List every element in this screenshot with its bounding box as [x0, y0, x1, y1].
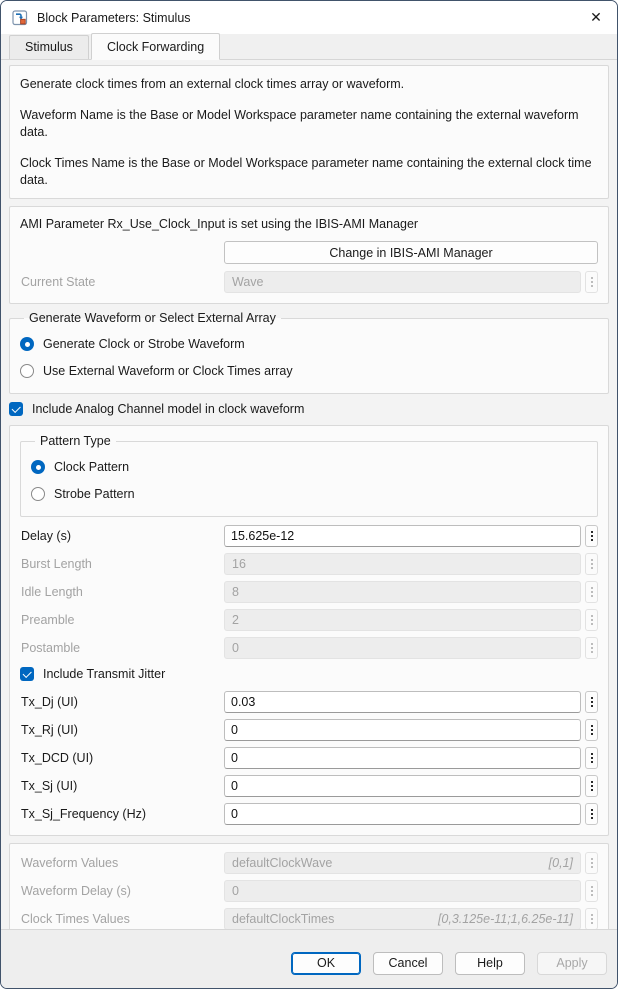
tx-sj-input[interactable] — [224, 775, 581, 797]
kebab-menu-icon — [585, 880, 598, 902]
change-in-ibis-ami-manager-button[interactable]: Change in IBIS-AMI Manager — [224, 241, 598, 264]
radio-selected-icon — [20, 337, 34, 351]
kebab-menu-icon — [585, 908, 598, 929]
tab-stimulus[interactable]: Stimulus — [9, 35, 89, 59]
dialog-button-bar — [1, 929, 617, 988]
tx-dj-label: Tx_Dj (UI) — [21, 695, 78, 710]
generate-waveform-legend: Generate Waveform or Select External Array — [29, 311, 276, 326]
waveform-values-row — [20, 852, 598, 874]
tx-rj-label: Tx_Rj (UI) — [21, 723, 78, 738]
close-icon[interactable]: ✕ — [590, 9, 602, 25]
tx-dj-row — [20, 691, 598, 713]
tx-rj-input[interactable] — [224, 719, 581, 741]
kebab-menu-icon[interactable] — [585, 691, 598, 713]
ok-button[interactable]: OK — [291, 952, 361, 975]
pattern-type-legend: Pattern Type — [40, 434, 111, 449]
waveform-values-label: Waveform Values — [21, 856, 119, 871]
kebab-menu-icon[interactable] — [585, 747, 598, 769]
checkbox-checked-icon — [20, 667, 34, 681]
radio-selected-icon — [31, 460, 45, 474]
description-panel — [9, 65, 609, 199]
help-button[interactable]: Help — [455, 952, 525, 975]
waveform-values-annotation: [0,1] — [548, 856, 573, 871]
checkbox-label: Include Analog Channel model in clock waveform — [32, 402, 305, 417]
spacer — [20, 241, 224, 264]
apply-button: Apply — [537, 952, 607, 975]
kebab-menu-icon — [585, 609, 598, 631]
ami-parameter-note: AMI Parameter Rx_Use_Clock_Input is set using the IBIS-AMI Manager — [20, 217, 419, 232]
tx-sj-frequency-input[interactable] — [224, 803, 581, 825]
kebab-menu-icon[interactable] — [585, 525, 598, 547]
tx-sj-frequency-row — [20, 803, 598, 825]
tab-content — [1, 60, 617, 929]
radio-label: Use External Waveform or Clock Times array — [43, 364, 293, 379]
tx-dcd-label: Tx_DCD (UI) — [21, 751, 94, 766]
tx-sj-label: Tx_Sj (UI) — [21, 779, 78, 794]
postamble-row — [20, 637, 598, 659]
waveform-values-field — [224, 852, 581, 874]
waveform-delay-value: 0 — [232, 884, 239, 899]
tx-dj-input[interactable] — [224, 691, 581, 713]
include-analog-channel-checkbox[interactable] — [9, 402, 609, 416]
description-line-3: Clock Times Name is the Base or Model Workspace parameter name containing the external clock time data. — [20, 155, 592, 187]
kebab-menu-icon — [585, 581, 598, 603]
radio-label: Clock Pattern — [54, 460, 130, 475]
pattern-type-group — [20, 434, 598, 517]
radio-label: Generate Clock or Strobe Waveform — [43, 337, 245, 352]
kebab-menu-icon[interactable] — [585, 803, 598, 825]
delay-row — [20, 525, 598, 547]
description-line-2: Waveform Name is the Base or Model Workspace parameter name containing the external waveform data. — [20, 107, 579, 139]
waveform-delay-field — [224, 880, 581, 902]
include-transmit-jitter-checkbox[interactable] — [20, 667, 598, 681]
current-state-field — [224, 271, 581, 293]
checkbox-checked-icon — [9, 402, 23, 416]
preamble-row — [20, 609, 598, 631]
kebab-menu-icon[interactable] — [585, 719, 598, 741]
idle-length-value: 8 — [232, 585, 239, 600]
postamble-value: 0 — [232, 641, 239, 656]
idle-length-row — [20, 581, 598, 603]
waveform-delay-row — [20, 880, 598, 902]
clock-times-values-row — [20, 908, 598, 929]
tx-rj-row — [20, 719, 598, 741]
preamble-value: 2 — [232, 613, 239, 628]
idle-length-field — [224, 581, 581, 603]
preamble-label: Preamble — [21, 613, 75, 628]
kebab-menu-icon — [585, 271, 598, 293]
radio-strobe-pattern[interactable] — [31, 485, 587, 503]
ibis-ami-panel — [9, 206, 609, 304]
external-waveform-panel — [9, 843, 609, 929]
postamble-label: Postamble — [21, 641, 81, 656]
tx-sj-row — [20, 775, 598, 797]
waveform-values-value: defaultClockWave — [232, 856, 333, 871]
description-line-1: Generate clock times from an external clock times array or waveform. — [20, 77, 405, 91]
idle-length-label: Idle Length — [21, 585, 83, 600]
checkbox-label: Include Transmit Jitter — [43, 667, 166, 682]
clock-times-values-annotation: [0,3.125e-11;1,6.25e-11] — [437, 912, 573, 927]
radio-clock-pattern[interactable] — [31, 458, 587, 476]
kebab-menu-icon[interactable] — [585, 775, 598, 797]
clock-times-values-value: defaultClockTimes — [232, 912, 335, 927]
generate-waveform-group — [9, 311, 609, 394]
clock-times-values-field — [224, 908, 581, 929]
burst-length-field — [224, 553, 581, 575]
ami-button-row — [20, 241, 598, 264]
title-bar — [1, 1, 617, 34]
delay-label: Delay (s) — [21, 529, 72, 544]
preamble-field — [224, 609, 581, 631]
simulink-block-icon — [12, 10, 28, 26]
waveform-delay-label: Waveform Delay (s) — [21, 884, 131, 899]
delay-input[interactable] — [224, 525, 581, 547]
burst-length-value: 16 — [232, 557, 246, 572]
kebab-menu-icon — [585, 852, 598, 874]
postamble-field — [224, 637, 581, 659]
tx-dcd-row — [20, 747, 598, 769]
tab-strip — [1, 34, 617, 60]
radio-label: Strobe Pattern — [54, 487, 135, 502]
current-state-label: Current State — [21, 275, 96, 290]
radio-unselected-icon — [20, 364, 34, 378]
tx-sj-frequency-label: Tx_Sj_Frequency (Hz) — [21, 807, 147, 822]
cancel-button[interactable]: Cancel — [373, 952, 443, 975]
clock-times-values-label: Clock Times Values — [21, 912, 130, 927]
burst-length-row — [20, 553, 598, 575]
kebab-menu-icon — [585, 637, 598, 659]
current-state-row — [20, 271, 598, 293]
kebab-menu-icon — [585, 553, 598, 575]
burst-length-label: Burst Length — [21, 557, 92, 572]
window-title: Block Parameters: Stimulus — [37, 10, 191, 25]
tab-clock-forwarding[interactable]: Clock Forwarding — [91, 33, 220, 60]
radio-use-external-waveform-or-clock-times-array[interactable] — [20, 362, 598, 380]
current-state-value: Wave — [232, 275, 264, 290]
radio-generate-clock-or-strobe-waveform[interactable] — [20, 335, 598, 353]
clock-parameters-panel — [9, 425, 609, 836]
radio-unselected-icon — [31, 487, 45, 501]
tx-dcd-input[interactable] — [224, 747, 581, 769]
